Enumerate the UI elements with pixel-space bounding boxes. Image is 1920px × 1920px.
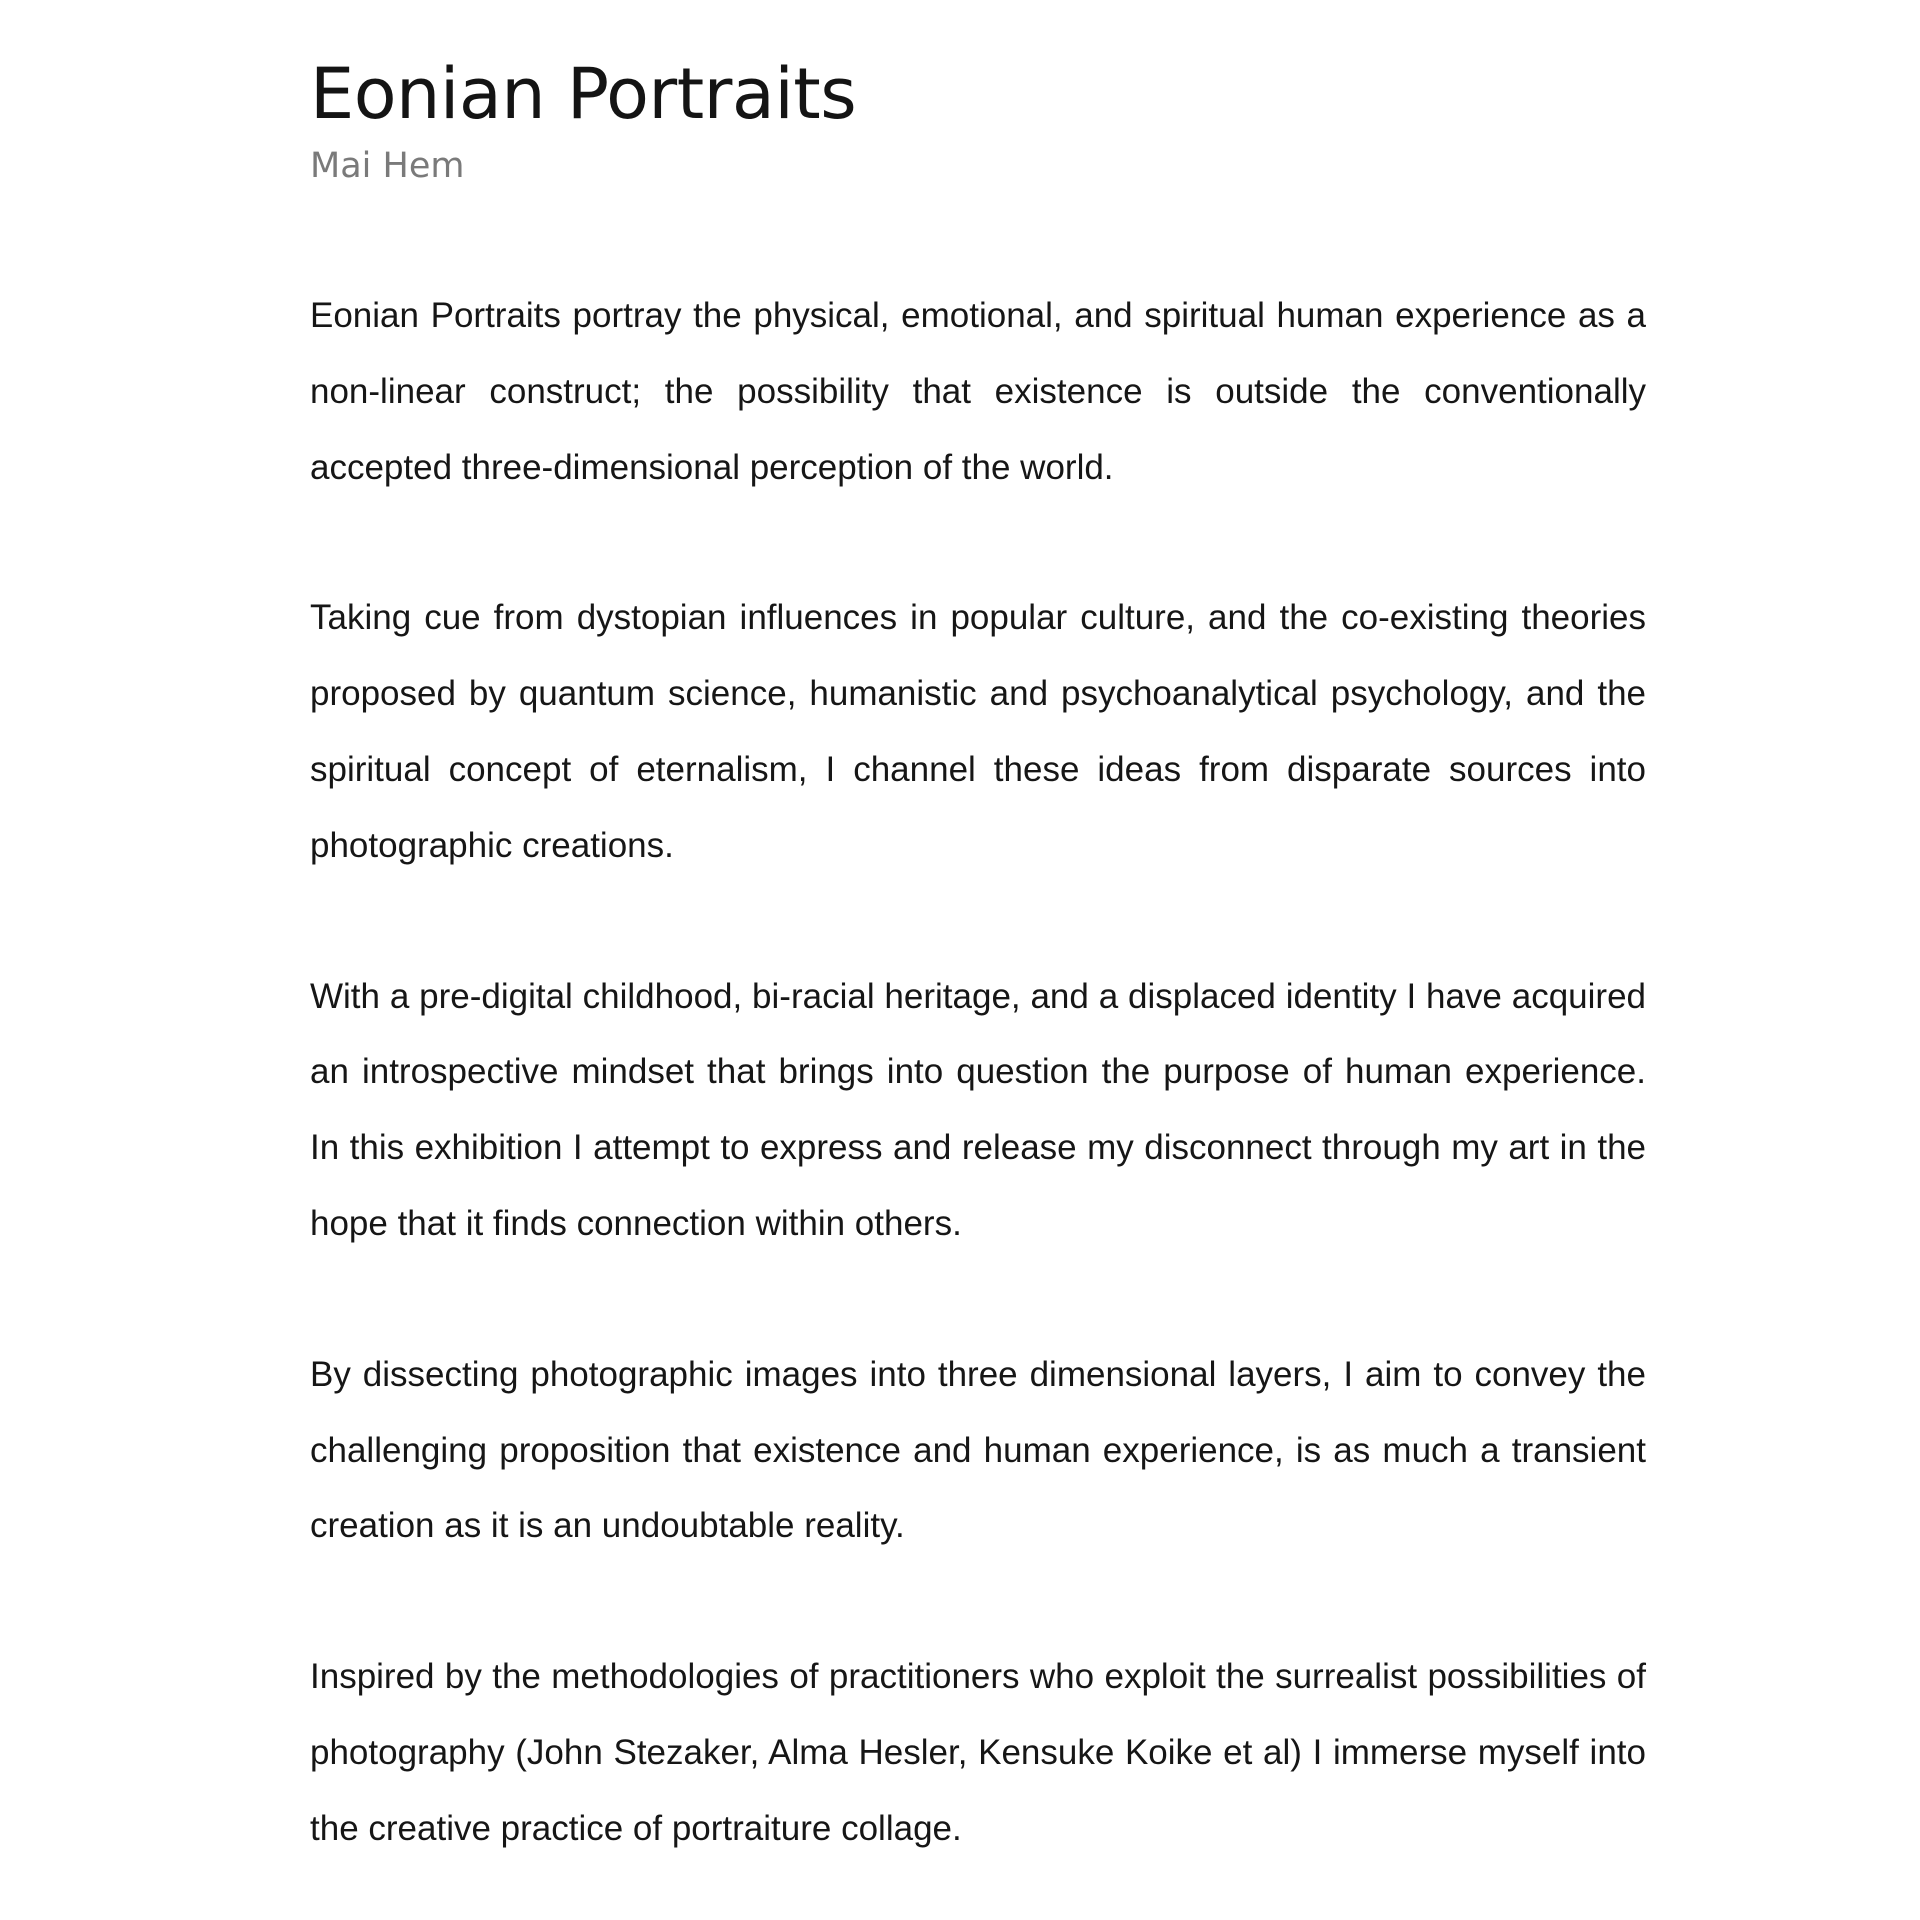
document-content <box>310 48 1646 1867</box>
paragraph-2: Taking cue from dystopian influences in popular culture, and the co-existing theories proposed by quantum science, humanistic and psychoanalytical psychology, and the spiritual concept of eternalism, I channel these ideas from disparate sources into photographic creations. <box>310 598 1646 865</box>
paragraph-3: With a pre-digital childhood, bi-racial heritage, and a displaced identity I have acquired an introspective mindset that brings into question the purpose of human experience. In this exhibition I attempt to express and release my disconnect through my art in the hope that it finds connection within others. <box>310 976 1646 1243</box>
paragraph-1: Eonian Portraits portray the physical, emotional, and spiritual human experience as a non-linear construct; the possibility that existence is outside the conventionally accepted three-dimensional perception of the world. <box>310 296 1646 487</box>
document-title: Eonian Portraits <box>310 53 857 135</box>
document-author: Mai Hem <box>310 146 465 186</box>
document-body <box>310 278 1646 1867</box>
paragraph-4: By dissecting photographic images into three dimensional layers, I aim to convey the challenging proposition that existence and human experience, is as much a transient creation as it is an undoubtable reality. <box>310 1354 1646 1546</box>
paragraph-5: Inspired by the methodologies of practitioners who exploit the surrealist possibilities of photography (John Stezaker, Alma Hesler, Kensuke Koike et al) I immerse myself into the creative practice of portraiture collage. <box>310 1657 1646 1848</box>
